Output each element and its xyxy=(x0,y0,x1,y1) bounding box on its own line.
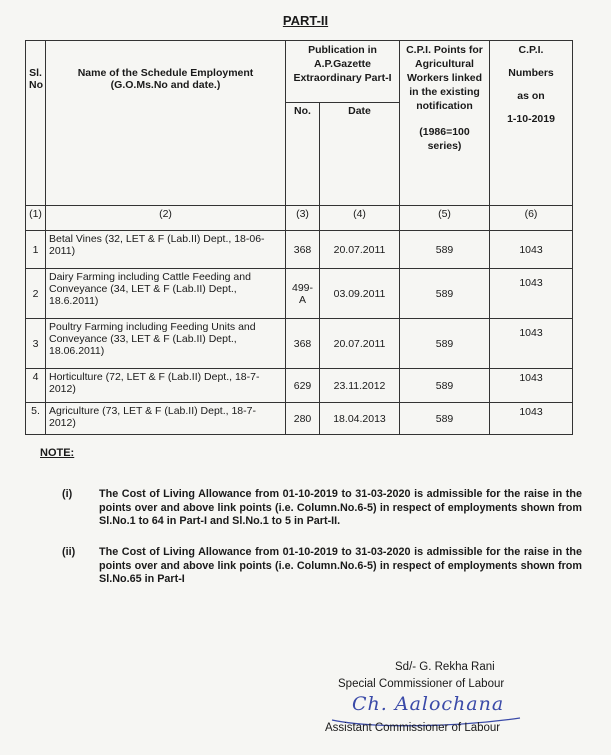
header-cpi-numbers-4: 1-10-2019 xyxy=(507,113,555,125)
table-row xyxy=(26,319,573,369)
employment-table xyxy=(25,40,573,435)
note-item-number: (ii) xyxy=(62,546,76,558)
row-pub-date: 03.09.2011 xyxy=(320,269,400,319)
row-pub-no: 368 xyxy=(286,231,320,269)
row-cpi-number: 1043 xyxy=(490,319,573,369)
header-row xyxy=(26,41,573,103)
row-pub-date: 18.04.2013 xyxy=(320,403,400,435)
row-cpi-points: 589 xyxy=(400,319,490,369)
row-sl-no: 5. xyxy=(26,403,46,435)
header-cpi-points xyxy=(400,41,490,206)
column-number: (2) xyxy=(46,206,286,231)
page-title: PART-II xyxy=(282,13,329,28)
note-item xyxy=(62,546,582,590)
row-cpi-number: 1043 xyxy=(490,269,573,319)
note-item-text: The Cost of Living Allowance from 01-10-2019 to 31-03-2020 is admissible for the raise in the points over and above link points (i.e. Column.No.6-5) in respect of employments shown from Sl.No.1 to 64 in Part-I and Sl.No.1 to 5 in Part-II. xyxy=(99,488,582,527)
header-cpi-series: (1986=100 series) xyxy=(419,126,470,152)
assistant-commissioner-title: Assistant Commissioner of Labour xyxy=(325,722,501,734)
row-sl-no: 1 xyxy=(26,231,46,269)
signatory-title: Special Commissioner of Labour xyxy=(338,678,505,690)
header-publication: Publication in A.P.Gazette Extraordinary Part-I xyxy=(286,41,400,103)
header-cpi-points-text: C.P.I. Points for Agricultural Workers linked in the existing notification xyxy=(406,44,483,112)
row-employment-name: Agriculture (73, LET & F (Lab.II) Dept., 18-7-2012) xyxy=(46,403,286,435)
table-row xyxy=(26,231,573,269)
header-cpi-numbers xyxy=(490,41,573,206)
row-cpi-points: 589 xyxy=(400,369,490,403)
row-cpi-points: 589 xyxy=(400,269,490,319)
column-number: (1) xyxy=(26,206,46,231)
row-employment-name: Dairy Farming including Cattle Feeding and Conveyance (34, LET & F (Lab.II) Dept., 18.6.2011) xyxy=(46,269,286,319)
row-sl-no: 2 xyxy=(26,269,46,319)
header-employment-name: Name of the Schedule Employment (G.O.Ms.No and date.) xyxy=(46,41,286,206)
note-item-number: (i) xyxy=(62,488,73,500)
row-employment-name: Poultry Farming including Feeding Units and Conveyance (33, LET & F (Lab.II) Dept., 18.06.2011) xyxy=(46,319,286,369)
table-row xyxy=(26,269,573,319)
header-pub-date: Date xyxy=(320,103,400,206)
row-pub-date: 23.11.2012 xyxy=(320,369,400,403)
row-pub-date: 20.07.2011 xyxy=(320,231,400,269)
table-row xyxy=(26,403,573,435)
row-sl-no: 4 xyxy=(26,369,46,403)
header-cpi-numbers-1: C.P.I. xyxy=(518,44,544,56)
row-sl-no: 3 xyxy=(26,319,46,369)
header-sl-no: Sl. No xyxy=(26,41,46,206)
column-number: (4) xyxy=(320,206,400,231)
row-pub-no: 499-A xyxy=(286,269,320,319)
row-employment-name: Betal Vines (32, LET & F (Lab.II) Dept., 18-06-2011) xyxy=(46,231,286,269)
row-cpi-number: 1043 xyxy=(490,403,573,435)
row-pub-no: 368 xyxy=(286,319,320,369)
note-label: NOTE: xyxy=(40,447,75,459)
note-item-text: The Cost of Living Allowance from 01-10-2019 to 31-03-2020 is admissible for the raise in the points over and above link points (i.e. Column.No.6-5) in respect of employments shown from Sl.No.65 in Part-I xyxy=(99,546,582,585)
table-row xyxy=(26,369,573,403)
header-pub-no: No. xyxy=(286,103,320,206)
row-pub-no: 629 xyxy=(286,369,320,403)
row-cpi-number: 1043 xyxy=(490,369,573,403)
signature-handwritten: Ch. Aalochana xyxy=(352,693,505,715)
row-employment-name: Horticulture (72, LET & F (Lab.II) Dept., 18-7-2012) xyxy=(46,369,286,403)
column-number-row xyxy=(26,206,573,231)
column-number: (6) xyxy=(490,206,573,231)
header-cpi-numbers-3: as on xyxy=(517,90,545,102)
note-item xyxy=(62,488,582,544)
row-pub-no: 280 xyxy=(286,403,320,435)
column-number: (3) xyxy=(286,206,320,231)
signatory-name: Sd/- G. Rekha Rani xyxy=(395,661,495,673)
header-cpi-numbers-2: Numbers xyxy=(508,67,554,79)
row-pub-date: 20.07.2011 xyxy=(320,319,400,369)
row-cpi-number: 1043 xyxy=(490,231,573,269)
row-cpi-points: 589 xyxy=(400,231,490,269)
row-cpi-points: 589 xyxy=(400,403,490,435)
column-number: (5) xyxy=(400,206,490,231)
